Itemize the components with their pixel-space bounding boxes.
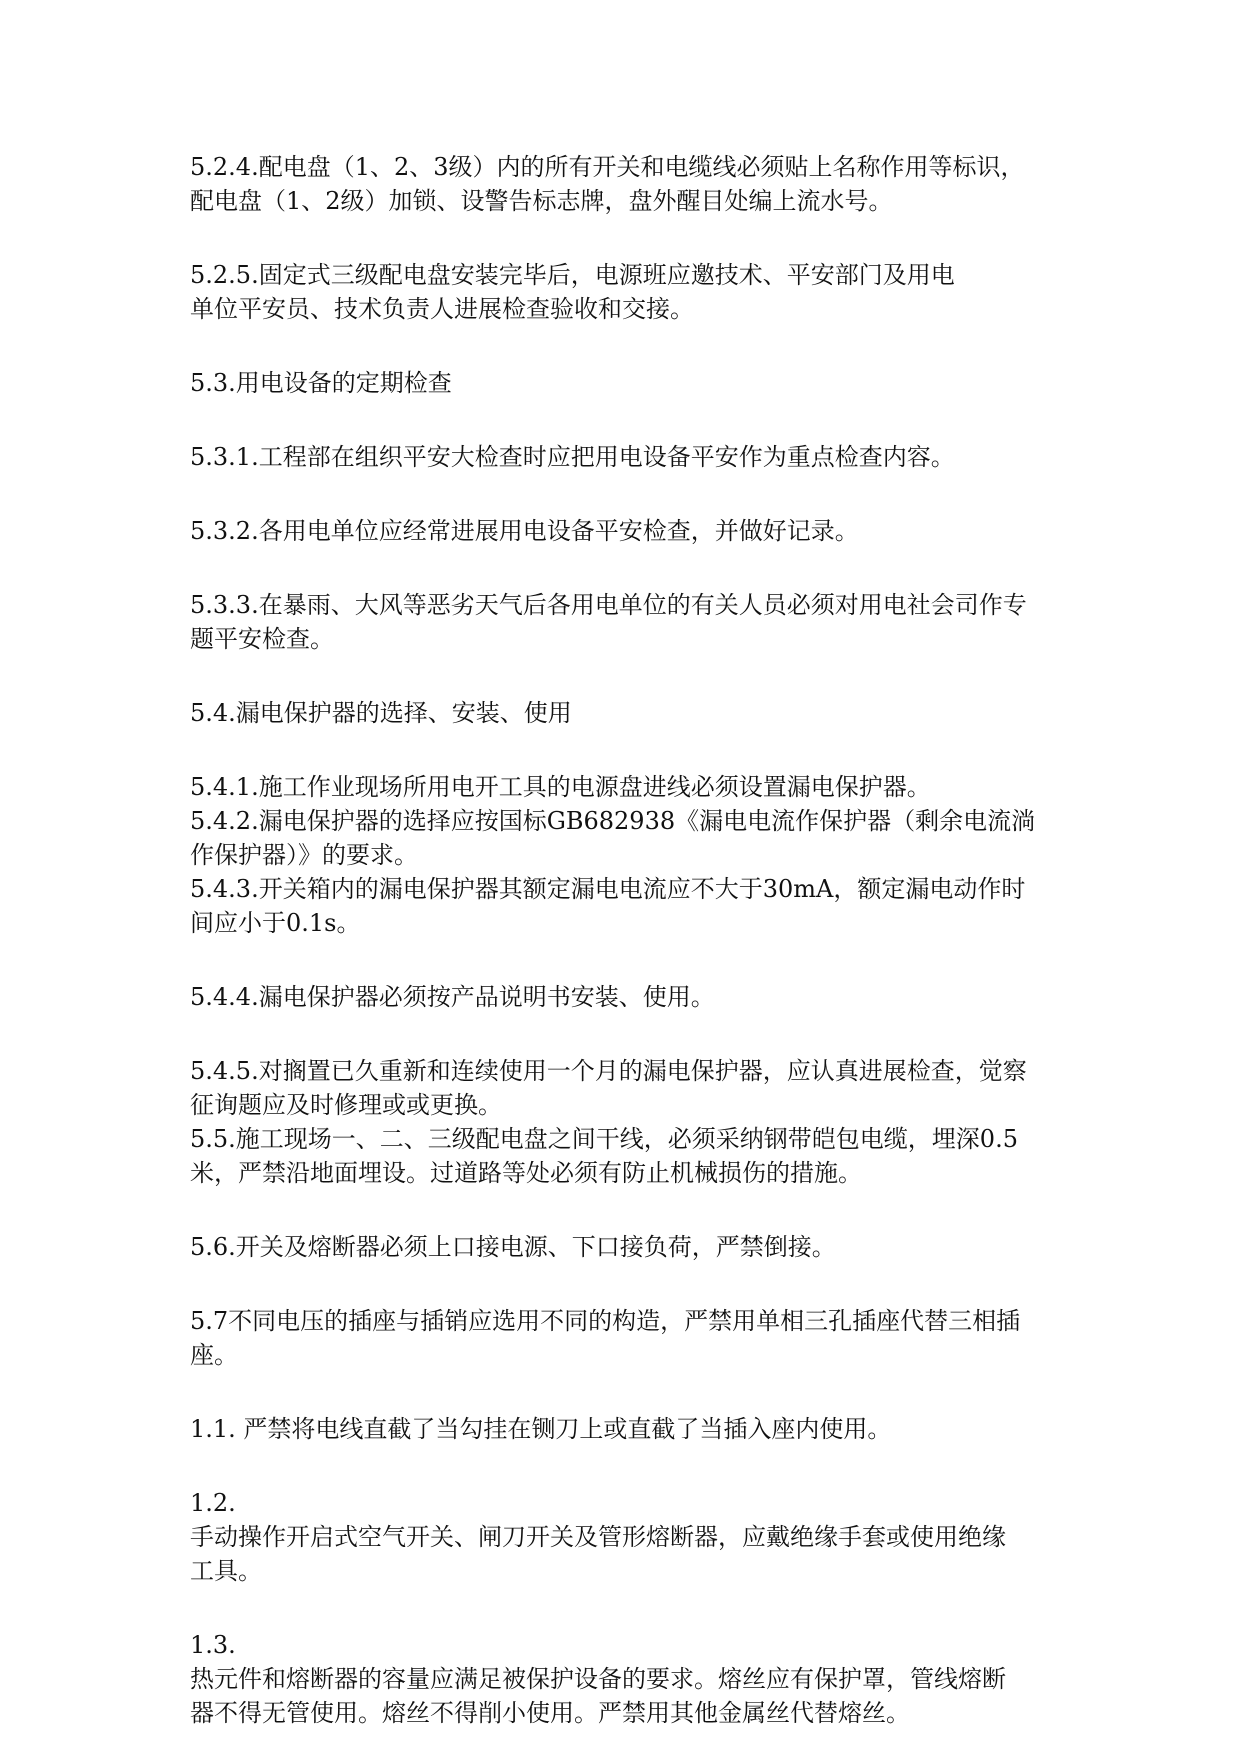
section-heading-5-4: 5.4.漏电保护器的选择、安装、使用: [190, 699, 572, 727]
paragraph-5-3-1: 5.3.1.工程部在组织平安大检查时应把用电设备平安作为重点检查内容。: [190, 443, 955, 471]
paragraph-5-4-1: 5.4.1.施工作业现场所用电开工具的电源盘进线必须设置漏电保护器。: [190, 773, 931, 801]
paragraph-5-4-5: 5.4.5.对搁置已久重新和连续使用一个月的漏电保护器，应认真进展检查，觉察 征询题应及时修理或或更换。: [190, 1057, 1027, 1119]
paragraph-5-3-3: 5.3.3.在暴雨、大风等恶劣天气后各用电单位的有关人员必须对用电社会司作专 题平安检查。: [190, 591, 1027, 653]
section-heading-5-3: 5.3.用电设备的定期检查: [190, 369, 452, 397]
document-body: [190, 150, 1070, 1730]
paragraph-5-4-2: 5.4.2.漏电保护器的选择应按国标GB682938《漏电电流作保护器（剩余电流淌 作保护器）》的要求。: [190, 807, 1036, 869]
paragraph-1-2: 1.2. 手动操作开启式空气开关、闸刀开关及管形熔断器，应戴绝缘手套或使用绝缘 工具。: [190, 1489, 1006, 1585]
paragraph-5-4-3: 5.4.3.开关箱内的漏电保护器其额定漏电电流应不大于30mA，额定漏电动作时 间应小于0.1s。: [190, 875, 1026, 937]
paragraph-5-6: 5.6.开关及熔断器必须上口接电源、下口接负荷，严禁倒接。: [190, 1233, 836, 1261]
paragraph-5-3-2: 5.3.2.各用电单位应经常进展用电设备平安检查，并做好记录。: [190, 517, 859, 545]
paragraph-5-4-4: 5.4.4.漏电保护器必须按产品说明书安装、使用。: [190, 983, 715, 1011]
paragraph-1-1: 1.1. 严禁将电线直截了当勾挂在铡刀上或直截了当插入座内使用。: [190, 1415, 892, 1443]
paragraph-5-5: 5.5.施工现场一、二、三级配电盘之间干线，必须采纳钢带皑包电缆，埋深0.5 米，严禁沿地面埋设。过道路等处必须有防止机械损伤的措施。: [190, 1125, 1018, 1187]
paragraph-1-3: 1.3. 热元件和熔断器的容量应满足被保护设备的要求。熔丝应有保护罩，管线熔断 器不得无管使用。熔丝不得削小使用。严禁用其他金属丝代替熔丝。: [190, 1631, 1006, 1727]
paragraph-5-7: 5.7不同电压的插座与插销应选用不同的构造，严禁用单相三孔插座代替三相插 座。: [190, 1307, 1021, 1369]
paragraph-5-2-4: 5.2.4.配电盘（1、2、3级）内的所有开关和电缆线必须贴上名称作用等标识， 配电盘（1、2级）加锁、设警告标志牌，盘外醒目处编上流水号。: [190, 153, 1025, 215]
paragraph-5-2-5: 5.2.5.固定式三级配电盘安装完毕后，电源班应邀技术、平安部门及用电 单位平安员、技术负责人进展检查验收和交接。: [190, 261, 955, 323]
